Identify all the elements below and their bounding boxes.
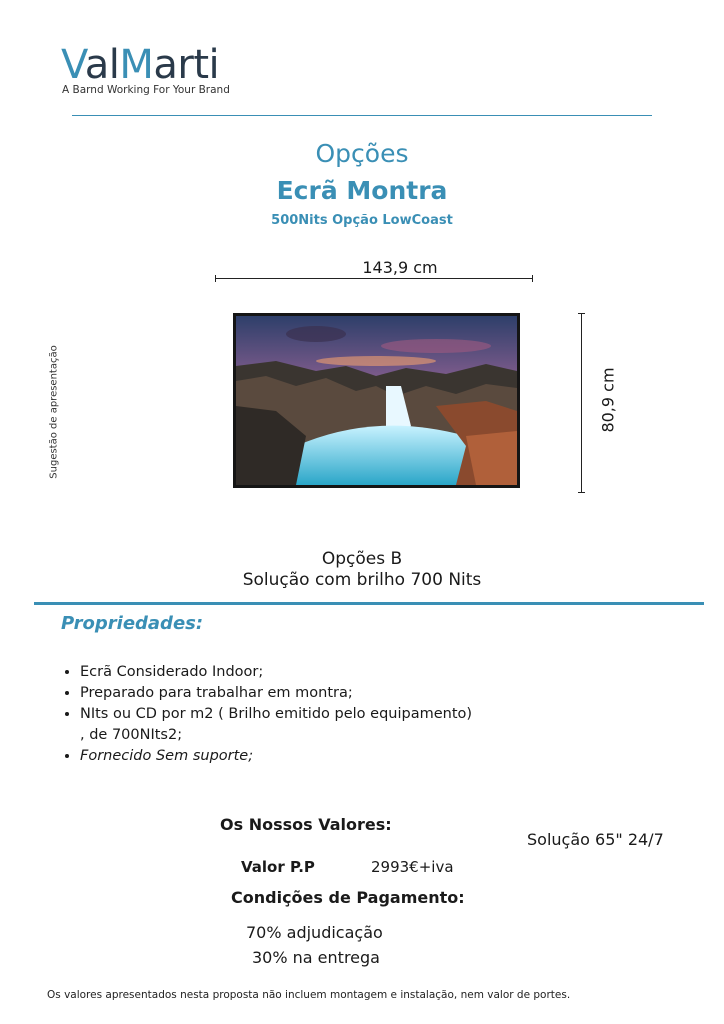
brand-logo (61, 42, 219, 88)
presentation-suggestion-note: Sugestão de apresentação (48, 345, 60, 479)
properties-list (58, 662, 480, 767)
payment-condition-2: 30% na entrega (252, 948, 380, 967)
height-dimension-line (581, 313, 582, 493)
properties-title: Propriedades: (61, 613, 204, 634)
header-divider (72, 115, 652, 116)
price-value: 2993€+iva (371, 858, 454, 876)
product-title: Ecrã Montra (276, 176, 448, 205)
display-screen-image (233, 313, 520, 488)
solution-label: Solução 65" 24/7 (527, 830, 664, 849)
list-item: • Preparado para trabalhar em montra; (80, 683, 480, 704)
width-dimension-label: 143,9 cm (362, 258, 438, 277)
options-b-title: Opções B (321, 549, 403, 569)
logo-text-al: al (84, 42, 120, 88)
options-b-description: Solução com brilho 700 Nits (242, 570, 482, 590)
list-item: • Ecrã Considerado Indoor; (80, 662, 480, 683)
logo-letter-m: M (119, 42, 154, 88)
logo-letter-v: V (61, 42, 85, 88)
product-subtitle: 500Nits Opção LowCoast (271, 213, 453, 228)
brand-tagline: A Barnd Working For Your Brand (62, 84, 230, 96)
values-title: Os Nossos Valores: (220, 815, 392, 834)
page-title: Opções (315, 139, 409, 168)
payment-condition-1: 70% adjudicação (246, 923, 383, 942)
logo-text-arti: arti (153, 42, 220, 88)
list-item: • Fornecido Sem suporte; (80, 746, 480, 767)
payment-conditions-title: Condições de Pagamento: (231, 888, 465, 907)
options-b-block (0, 549, 724, 591)
section-divider (34, 602, 704, 605)
footnote: Os valores apresentados nesta proposta não incluem montagem e instalação, nem valor de portes. (47, 989, 571, 1001)
list-item: • NIts ou CD por m2 ( Brilho emitido pelo equipamento) , de 700NIts2; (80, 704, 480, 746)
width-dimension-line (215, 278, 533, 279)
landscape-illustration (236, 316, 517, 485)
height-dimension-label: 80,9 cm (598, 367, 618, 433)
price-label: Valor P.P (241, 858, 315, 876)
